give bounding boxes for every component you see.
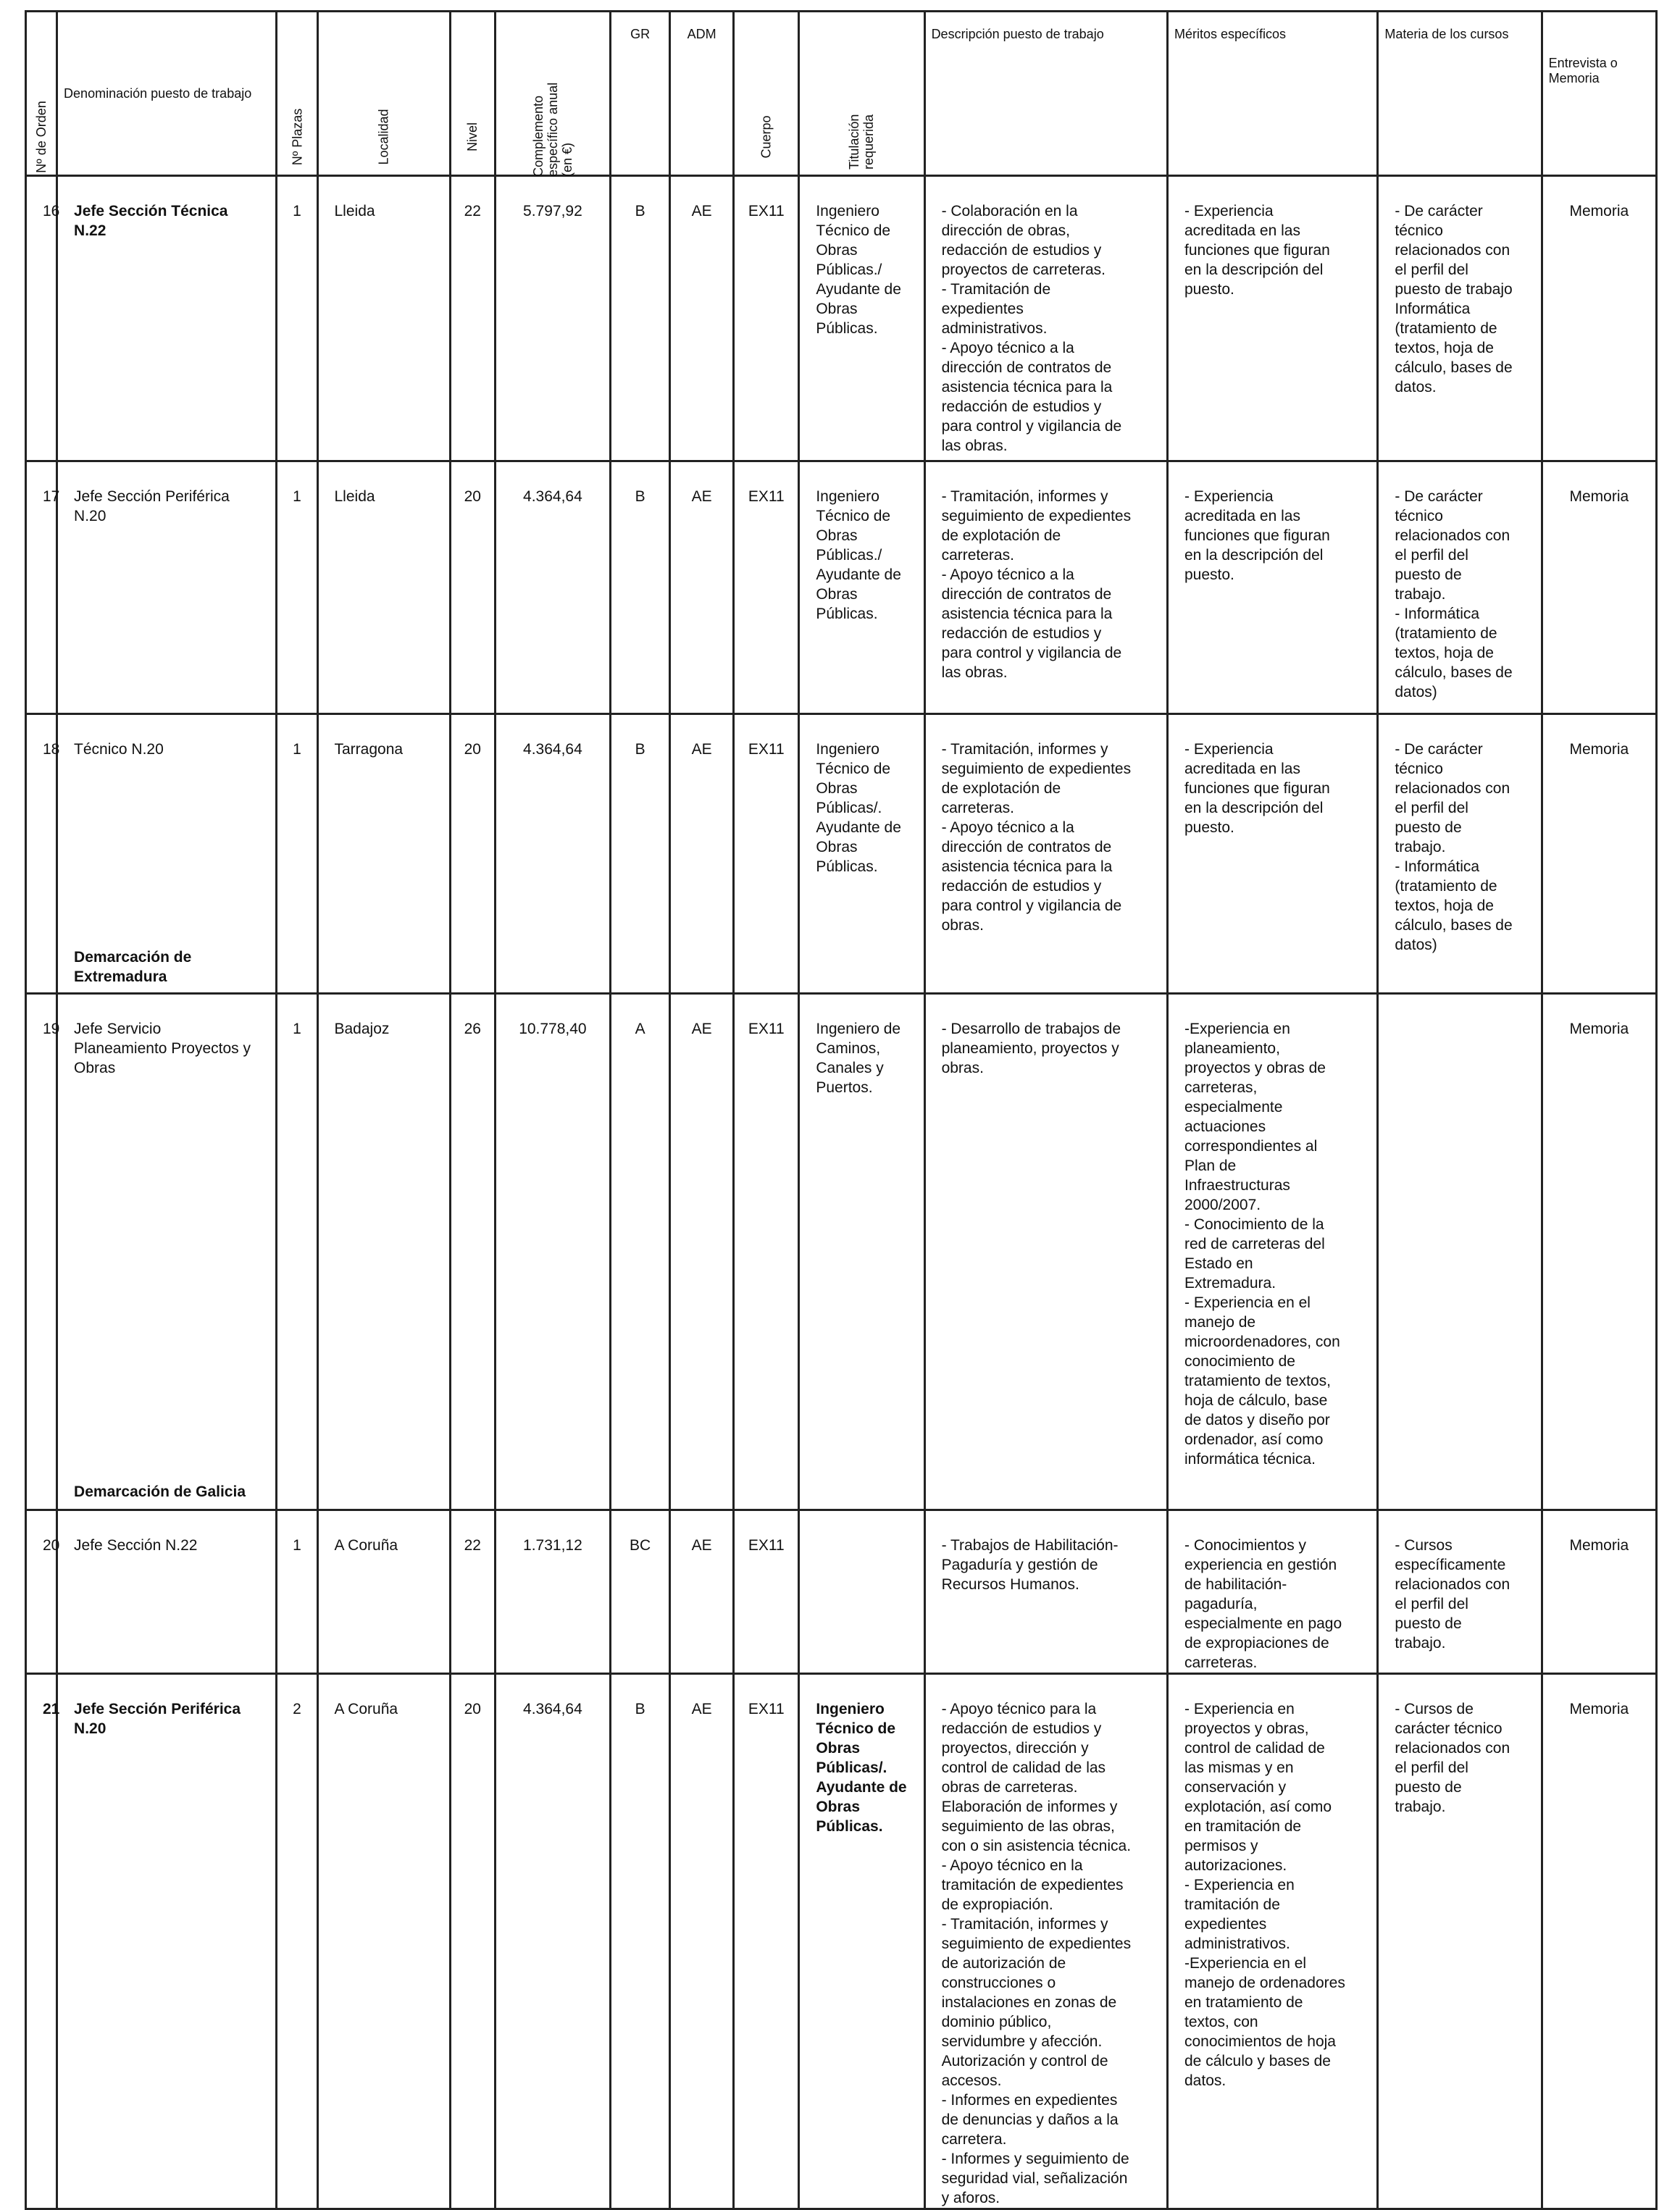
cell-cuerpo: EX11 xyxy=(734,994,799,1510)
cell-adm: AE xyxy=(670,461,734,714)
cell-localidad: A Coruña xyxy=(317,1510,450,1674)
cell-denominacion xyxy=(57,714,277,994)
cell-materia: - Cursos de carácter técnico relacionados con el perfil del puesto de trabajo. xyxy=(1378,1674,1542,2209)
header-cuerpo: Cuerpo xyxy=(734,12,799,176)
cell-entrevista: Memoria xyxy=(1542,1674,1656,2209)
cell-titulacion: Ingeniero de Caminos, Canales y Puertos. xyxy=(799,994,924,1510)
cell-entrevista: Memoria xyxy=(1542,1510,1656,1674)
header-gr: GR xyxy=(611,12,670,176)
cell-meritos: - Experiencia acreditada en las funciones que figuran en la descripción del puesto. xyxy=(1168,714,1378,994)
cell-complemento: 1.731,12 xyxy=(495,1510,610,1674)
cell-nivel: 20 xyxy=(450,1674,495,2209)
cell-complemento: 5.797,92 xyxy=(495,176,610,461)
cell-meritos: - Conocimientos y experiencia en gestión de habilitación- pagaduría, especialmente en pago de expropiaciones de carreteras. xyxy=(1168,1510,1378,1674)
cell-denominacion xyxy=(57,994,277,1510)
cell-denominacion: Jefe Sección N.22 xyxy=(57,1510,277,1674)
cell-adm: AE xyxy=(670,1674,734,2209)
cell-meritos: -Experiencia en planeamiento, proyectos y obras de carreteras, especialmente actuaciones correspondientes al Plan de Infraestructuras 2000/2007. - Conocimiento de la red de carreteras del Estado en Extremadura. - Experiencia en el manejo de microordenadores, con conocimiento de tratamiento de textos, hoja de cálculo, base de datos y diseño por ordenador, así como informática técnica. xyxy=(1168,994,1378,1510)
cell-materia: - De carácter técnico relacionados con el perfil del puesto de trabajo. - Informática (tratamiento de textos, hoja de cálculo, bases de datos) xyxy=(1378,461,1542,714)
cell-denominacion: Jefe Sección Periférica N.20 xyxy=(57,461,277,714)
cell-descripcion: - Colaboración en la dirección de obras, redacción de estudios y proyectos de carreteras. - Tramitación de expedientes administrativos. - Apoyo técnico a la dirección de contratos de asistencia técnica para la redacción de estudios y para control y vigilancia de las obras. xyxy=(924,176,1167,461)
table-row xyxy=(26,461,1657,714)
cell-plazas: 1 xyxy=(277,994,317,1510)
cell-denominacion: Jefe Sección Técnica N.22 xyxy=(57,176,277,461)
table-row xyxy=(26,176,1657,461)
header-meritos: Méritos específicos xyxy=(1168,12,1378,176)
table-row xyxy=(26,714,1657,994)
cell-cuerpo: EX11 xyxy=(734,461,799,714)
cell-descripcion: - Trabajos de Habilitación- Pagaduría y gestión de Recursos Humanos. xyxy=(924,1510,1167,1674)
header-denominacion: Denominación puesto de trabajo xyxy=(57,12,277,176)
cell-nivel: 26 xyxy=(450,994,495,1510)
denominacion-text: Jefe Servicio Planeamiento Proyectos y Obras xyxy=(74,1021,251,1076)
header-materia: Materia de los cursos xyxy=(1378,12,1542,176)
cell-gr: A xyxy=(611,994,670,1510)
cell-materia xyxy=(1378,994,1542,1510)
cell-gr: B xyxy=(611,176,670,461)
cell-adm: AE xyxy=(670,176,734,461)
cell-entrevista: Memoria xyxy=(1542,994,1656,1510)
cell-entrevista: Memoria xyxy=(1542,461,1656,714)
cell-orden: 17 xyxy=(26,461,57,714)
cell-plazas: 1 xyxy=(277,176,317,461)
cell-titulacion: Ingeniero Técnico de Obras Públicas/. Ayudante de Obras Públicas. xyxy=(799,714,924,994)
cell-orden: 16 xyxy=(26,176,57,461)
header-descripcion: Descripción puesto de trabajo xyxy=(924,12,1167,176)
cell-nivel: 22 xyxy=(450,1510,495,1674)
cell-localidad: A Coruña xyxy=(317,1674,450,2209)
header-plazas: Nº Plazas xyxy=(277,12,317,176)
denominacion-text: Técnico N.20 xyxy=(74,741,164,758)
cell-orden: 21 xyxy=(26,1674,57,2209)
cell-orden: 20 xyxy=(26,1510,57,1674)
cell-nivel: 20 xyxy=(450,714,495,994)
cell-localidad: Tarragona xyxy=(317,714,450,994)
cell-materia: - Cursos específicamente relacionados con el perfil del puesto de trabajo. xyxy=(1378,1510,1542,1674)
cell-complemento: 4.364,64 xyxy=(495,1674,610,2209)
cell-plazas: 1 xyxy=(277,714,317,994)
cell-denominacion: Jefe Sección Periférica N.20 xyxy=(57,1674,277,2209)
header-titulacion: Titulación requerida xyxy=(799,12,924,176)
cell-gr: B xyxy=(611,1674,670,2209)
cell-meritos: - Experiencia acreditada en las funciones que figuran en la descripción del puesto. xyxy=(1168,461,1378,714)
header-localidad: Localidad xyxy=(317,12,450,176)
cell-complemento: 4.364,64 xyxy=(495,461,610,714)
cell-cuerpo: EX11 xyxy=(734,1674,799,2209)
cell-titulacion: Ingeniero Técnico de Obras Públicas/. Ayudante de Obras Públicas. xyxy=(799,1674,924,2209)
cell-materia: - De carácter técnico relacionados con el perfil del puesto de trabajo Informática (tratamiento de textos, hoja de cálculo, bases de datos. xyxy=(1378,176,1542,461)
header-entrevista: Entrevista o Memoria xyxy=(1542,12,1656,176)
cell-meritos: - Experiencia en proyectos y obras, control de calidad de las mismas y en conservación y explotación, así como en tramitación de permisos y autorizaciones. - Experiencia en tramitación de expedientes administrativos. -Experiencia en el manejo de ordenadores en tratamiento de textos, con conocimientos de hoja de cálculo y bases de datos. xyxy=(1168,1674,1378,2209)
cell-titulacion: Ingeniero Técnico de Obras Públicas./ Ayudante de Obras Públicas. xyxy=(799,461,924,714)
table-row xyxy=(26,1510,1657,1674)
header-nivel: Nivel xyxy=(450,12,495,176)
cell-nivel: 20 xyxy=(450,461,495,714)
cell-entrevista: Memoria xyxy=(1542,714,1656,994)
cell-gr: B xyxy=(611,714,670,994)
cell-plazas: 1 xyxy=(277,1510,317,1674)
cell-adm: AE xyxy=(670,994,734,1510)
cell-descripcion: - Tramitación, informes y seguimiento de expedientes de explotación de carreteras. - Apoyo técnico a la dirección de contratos de asistencia técnica para la redacción de estudios y para control y vigilancia de las obras. xyxy=(924,461,1167,714)
cell-gr: BC xyxy=(611,1510,670,1674)
section-title-extremadura: Demarcación de Extremadura xyxy=(74,949,192,985)
header-row xyxy=(26,12,1657,176)
section-title-galicia: Demarcación de Galicia xyxy=(74,1483,246,1500)
header-adm: ADM xyxy=(670,12,734,176)
cell-descripcion: - Apoyo técnico para la redacción de estudios y proyectos, dirección y control de calidad de las obras de carreteras. Elaboración de informes y seguimiento de las obras, con o sin asistencia técnica. - Apoyo técnico en la tramitación de expedientes de expropiación. - Tramitación, informes y seguimiento de expedientes de autorización de construcciones o instalaciones en zonas de dominio público, servidumbre y afección. Autorización y control de accesos. - Informes en expedientes de denuncias y daños a la carretera. - Informes y seguimiento de seguridad vial, señalización y aforos. xyxy=(924,1674,1167,2209)
cell-cuerpo: EX11 xyxy=(734,1510,799,1674)
cell-complemento: 4.364,64 xyxy=(495,714,610,994)
job-positions-table xyxy=(25,10,1658,2210)
cell-cuerpo: EX11 xyxy=(734,714,799,994)
cell-adm: AE xyxy=(670,714,734,994)
header-complemento: Complemento específico anual (en €) xyxy=(495,12,610,176)
cell-orden: 19 xyxy=(26,994,57,1510)
table-row xyxy=(26,994,1657,1510)
cell-descripcion: - Desarrollo de trabajos de planeamiento, proyectos y obras. xyxy=(924,994,1167,1510)
cell-nivel: 22 xyxy=(450,176,495,461)
cell-titulacion xyxy=(799,1510,924,1674)
cell-cuerpo: EX11 xyxy=(734,176,799,461)
cell-complemento: 10.778,40 xyxy=(495,994,610,1510)
cell-entrevista: Memoria xyxy=(1542,176,1656,461)
cell-descripcion: - Tramitación, informes y seguimiento de expedientes de explotación de carreteras. - Apoyo técnico a la dirección de contratos de asistencia técnica para la redacción de estudios y para control y vigilancia de obras. xyxy=(924,714,1167,994)
cell-localidad: Badajoz xyxy=(317,994,450,1510)
cell-localidad: Lleida xyxy=(317,461,450,714)
cell-meritos: - Experiencia acreditada en las funciones que figuran en la descripción del puesto. xyxy=(1168,176,1378,461)
cell-materia: - De carácter técnico relacionados con el perfil del puesto de trabajo. - Informática (tratamiento de textos, hoja de cálculo, bases de datos) xyxy=(1378,714,1542,994)
cell-gr: B xyxy=(611,461,670,714)
cell-titulacion: Ingeniero Técnico de Obras Públicas./ Ayudante de Obras Públicas. xyxy=(799,176,924,461)
cell-plazas: 1 xyxy=(277,461,317,714)
table-row xyxy=(26,1674,1657,2209)
cell-localidad: Lleida xyxy=(317,176,450,461)
cell-plazas: 2 xyxy=(277,1674,317,2209)
cell-adm: AE xyxy=(670,1510,734,1674)
cell-orden: 18 xyxy=(26,714,57,994)
header-orden: Nº de Orden xyxy=(26,12,57,176)
